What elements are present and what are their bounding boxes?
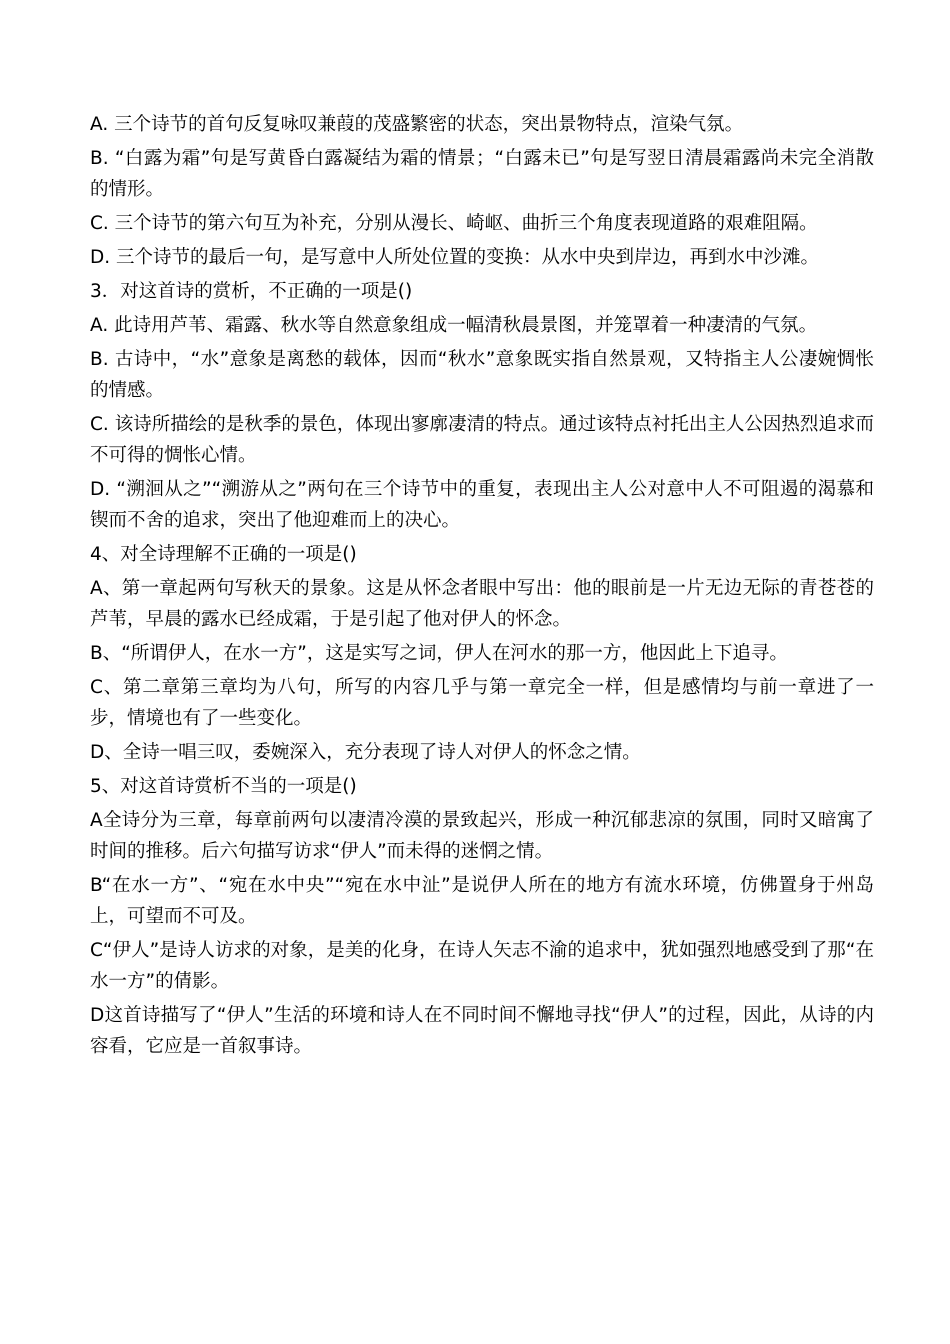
option-c-q4: C、第二章第三章均为八句，所写的内容几乎与第一章完全一样，但是感情均与前一章进了一步，情境也有了一些变化。 — [90, 677, 874, 729]
option-a-q5: A全诗分为三章，每章前两句以凄清冷漠的景致起兴，形成一种沉郁悲凉的氛围，同时又暗寓了时间的推移。后六句描写访求“伊人”而未得的迷惘之情。 — [90, 810, 874, 862]
option-b-q3: B. 古诗中，“水”意象是离愁的载体，因而“秋水”意象既实指自然景观，又特指主人公凄婉惆怅的情感。 — [90, 349, 874, 401]
option-b-q5: B“在水一方”、“宛在水中央”“宛在水中沚”是说伊人所在的地方有流水环境，仿佛置身于州岛上，可望而不可及。 — [90, 875, 874, 927]
option-b-q4: B、“所谓伊人，在水一方”，这是实写之词，伊人在河水的那一方，他因此上下追寻。 — [90, 643, 788, 664]
question-3-stem: 3．对这首诗的赏析，不正确的一项是() — [90, 281, 413, 302]
option-a-q4: A、第一章起两句写秋天的景象。这是从怀念者眼中写出：他的眼前是一片无边无际的青苍苍的芦苇，早晨的露水已经成霜，于是引起了他对伊人的怀念。 — [90, 578, 874, 630]
option-a-q3: A. 此诗用芦苇、霜露、秋水等自然意象组成一幅清秋晨景图，并笼罩着一种凄清的气氛。 — [90, 315, 818, 336]
option-c-q2: C. 三个诗节的第六句互为补充，分别从漫长、崎岖、曲折三个角度表现道路的艰难阻隔。 — [90, 213, 818, 234]
option-d-q4: D、全诗一唱三叹，委婉深入，充分表现了诗人对伊人的怀念之情。 — [90, 742, 641, 763]
question-5-stem: 5、对这首诗赏析不当的一项是() — [90, 776, 357, 797]
option-c-q5: C“伊人”是诗人访求的对象，是美的化身，在诗人矢志不渝的追求中，犹如强烈地感受到了那“在水一方”的倩影。 — [90, 940, 874, 992]
option-d-q3: D. “溯洄从之”“溯游从之”两句在三个诗节中的重复，表现出主人公对意中人不可阻遏的渴慕和锲而不舍的追求，突出了他迎难而上的决心。 — [90, 479, 874, 531]
question-4-stem: 4、对全诗理解不正确的一项是() — [90, 544, 357, 565]
option-d-q5: D这首诗描写了“伊人”生活的环境和诗人在不同时间不懈地寻找“伊人”的过程，因此，从诗的内容看，它应是一首叙事诗。 — [90, 1005, 874, 1057]
option-a-q2: A. 三个诗节的首句反复咏叹兼葭的茂盛繁密的状态，突出景物特点，渲染气氛。 — [90, 114, 744, 135]
document-page — [90, 109, 874, 1065]
option-d-q2: D. 三个诗节的最后一句，是写意中人所处位置的变换：从水中央到岸边，再到水中沙滩。 — [90, 247, 820, 268]
option-b-q2: B. “白露为霜”句是写黄昏白露凝结为霜的情景；“白露未已”句是写翌日清晨霜露尚未完全消散的情形。 — [90, 148, 874, 200]
option-c-q3: C. 该诗所描绘的是秋季的景色，体现出寥廓凄清的特点。通过该特点衬托出主人公因热烈追求而不可得的惆怅心情。 — [90, 414, 874, 466]
